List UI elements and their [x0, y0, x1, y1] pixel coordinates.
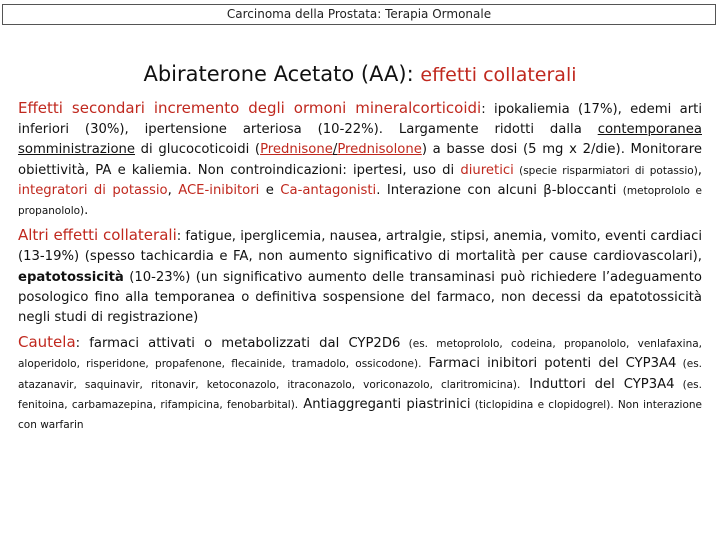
p1-text-5: ) a basse dosi (5 mg x 2/die). Monitorare obiettività, PA e kaliemia. Non controindicazioni: ipertesi, uso di — [18, 142, 703, 178]
paragraph-caution — [18, 332, 702, 435]
p2-eventi-cardiaci: eventi cardiaci — [604, 229, 702, 245]
p1-red-ace: ACE-inibitori — [178, 182, 260, 198]
p3-text-3 — [520, 377, 529, 392]
p2-epatotossicita: epatotossicità — [18, 269, 124, 285]
p1-text-7: , — [167, 182, 179, 198]
p3-small-3: (es. fenitoina, carbamazepina, rifampicina, fenobarbital). — [18, 378, 702, 411]
header-box — [2, 4, 716, 25]
p1-small-2: (metoprololo e propanololo) — [18, 184, 703, 218]
title-sub: effetti collaterali — [420, 64, 577, 86]
p3-lead: Cautela — [18, 333, 76, 352]
slide-title — [0, 62, 720, 86]
header-text: Carcinoma della Prostata: Terapia Ormonale — [226, 7, 492, 21]
p1-red-ca: Ca-antagonisti — [280, 182, 377, 198]
p1-red-diuretici: diuretici — [460, 162, 514, 178]
p3-cyp2d6: farmaci attivati o metabolizzati dal CYP2D6 — [89, 336, 401, 352]
p1-text-4: / — [332, 142, 338, 158]
paragraph-mineralcorticoid-effects — [18, 98, 702, 221]
p1-text-9: . Interazione con alcuni β-bloccanti — [376, 182, 623, 198]
p1-red-integratori: integratori di potassio — [18, 182, 168, 198]
paragraph-other-effects — [18, 225, 702, 328]
p1-underlined-2: somministrazione — [18, 142, 135, 158]
p3-small-2: (es. atazanavir, saquinavir, ritonavir, ketoconazolo, itraconazolo, voriconazolo, claritromicina). — [18, 358, 703, 391]
p3-cyp3a4-inducers: Induttori del CYP3A4 — [529, 376, 675, 392]
p3-small-1: (es. metoprololo, codeina, propanololo, venlafaxina, aloperidolo, risperidone, propafenone, flecainide, tramadolo, ossicodone). — [18, 338, 702, 371]
p1-red-prednisolone: Prednisolone — [337, 142, 422, 158]
p1-underlined-1: contemporanea — [597, 122, 702, 138]
p3-cyp3a4-inhibitors: Farmaci inibitori potenti del CYP3A4 — [428, 356, 677, 372]
p3-small-4: (ticlopidina e clopidogrel). Non interazione con warfarin — [18, 398, 703, 432]
p1-text-8: e — [259, 182, 281, 198]
p3-text-2 — [421, 356, 428, 371]
p2-text-1: : fatigue, iperglicemia, nausea, artralgie, stipsi, anemia, vomito, — [176, 229, 605, 245]
p3-text-1: : — [75, 336, 90, 352]
p2-text-3: (10-23%) (un significativo aumento delle transaminasi può richiedere l’adeguamento posologico fino alla temporanea o definitiva sospensione del farmaco, non decessi da epatotossicità negli studi di registrazione) — [18, 269, 702, 326]
p1-small-1: (specie risparmiatori di potassio) — [513, 164, 698, 177]
p1-text-3: di glucocoticoidi ( — [135, 142, 261, 158]
content-body — [18, 98, 702, 439]
title-main: Abiraterone Acetato (AA): — [143, 62, 414, 86]
p2-text-2: (13-19%) (spesso tachicardia e FA, non aumento significativo di mortalità per cause cardiovascolari), — [18, 249, 702, 265]
p1-text-1: : ipokaliemia (17%), edemi arti inferiori (30%), ipertensione arteriosa (10-22%). Largamente ridotti dalla — [18, 102, 702, 138]
p1-red-prednisone: Prednisone — [260, 142, 333, 158]
p1-text-6: , — [697, 162, 702, 178]
p2-lead: Altri effetti collaterali — [18, 226, 177, 245]
p3-antiaggreganti: Antiaggreganti piastrinici — [303, 396, 471, 412]
p1-lead: Effetti secondari incremento degli ormoni mineralcorticoidi — [18, 99, 482, 117]
p1-text-10: . — [84, 203, 89, 219]
